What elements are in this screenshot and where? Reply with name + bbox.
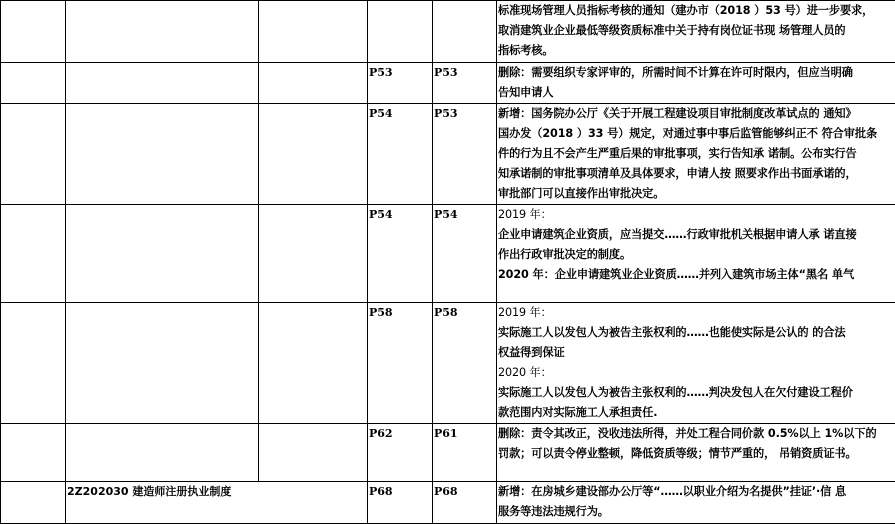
- old-page-cell: [368, 303, 433, 424]
- blank-cell: [1, 63, 66, 104]
- text-line: 2020 年：: [498, 363, 895, 383]
- old-page-cell: [368, 63, 433, 104]
- blank-cell: [1, 424, 66, 482]
- blank-cell: [1, 205, 66, 303]
- blank-cell: [1, 482, 66, 524]
- new-page-number: P54: [433, 205, 496, 225]
- old-page-cell: [368, 1, 433, 63]
- table-row: [1, 63, 895, 104]
- section-cell: [66, 424, 259, 482]
- change-text-cell: [497, 482, 895, 524]
- table-row: [1, 303, 895, 424]
- new-page-number: P53: [433, 63, 496, 83]
- change-text-cell: [497, 205, 895, 303]
- blank-cell: [259, 205, 368, 303]
- text-line: 实际施工人以发包人为被告主张权利的……判决发包人在欠付建设工程价: [498, 383, 895, 403]
- text-line: 取消建筑业企业最低等级资质标准中关于持有岗位证书现 场管理人员的: [498, 21, 895, 41]
- old-page-cell: [368, 424, 433, 482]
- section-cell: [66, 303, 259, 424]
- old-page-number: P53: [368, 63, 432, 83]
- blank-cell: [1, 1, 66, 63]
- change-text-cell: [497, 63, 895, 104]
- text-line: 件的行为且不会产生严重后果的审批事项，实行告知承 诺制。公布实行告: [498, 144, 895, 164]
- text-line: 删除：责令其改正，没收违法所得，并处工程合同价款 0.5%以上 1%以下的: [498, 424, 895, 444]
- section-title: 2Z202030 建造师注册执业制度: [66, 482, 367, 502]
- text-line: 标准现场管理人员指标考核的通知（建办市（2018 ）53 号）进一步要求，: [498, 1, 895, 21]
- text-line: 实际施工人以发包人为被告主张权利的……也能使实际是公认的 的合法: [498, 323, 895, 343]
- blank-cell: [259, 303, 368, 424]
- text-line: 作出行政审批决定的制度。: [498, 245, 895, 265]
- text-line: 新增：在房城乡建设部办公厅等“……以职业介绍为名提供”挂证’·信 息: [498, 482, 895, 502]
- text-line: 审批部门可以直接作出审批决定。: [498, 184, 895, 204]
- blank-cell: [259, 63, 368, 104]
- new-page-cell: [433, 303, 497, 424]
- blank-cell: [259, 104, 368, 205]
- table-row: [1, 482, 895, 524]
- text-line: 款范围内对实际施工人承担责任.: [498, 403, 895, 423]
- new-page-cell: [433, 205, 497, 303]
- section-cell: [66, 63, 259, 104]
- text-line: 国办发（2018 ）33 号）规定，对通过事中事后监管能够纠正不 符合审批条: [498, 124, 895, 144]
- change-text-cell: [497, 424, 895, 482]
- text-line: 权益得到保证: [498, 343, 895, 363]
- old-page-number: P62: [368, 424, 432, 444]
- section-cell: [66, 104, 259, 205]
- text-line: 指标考核。: [498, 41, 895, 61]
- text-line: 企业申请建筑企业资质，应当提交……行政审批机关根据申请人承 诺直接: [498, 225, 895, 245]
- text-line: 知承诺制的审批事项清单及具体要求，申请人按 照要求作出书面承诺的，: [498, 164, 895, 184]
- new-page-cell: [433, 1, 497, 63]
- new-page-number: P53: [433, 104, 496, 124]
- old-page-cell: [368, 482, 433, 524]
- change-text-cell: [497, 104, 895, 205]
- section-cell: [66, 205, 259, 303]
- old-page-cell: [368, 104, 433, 205]
- blank-cell: [1, 104, 66, 205]
- blank-cell: [1, 303, 66, 424]
- old-page-number: P54: [368, 205, 432, 225]
- blank-cell: [259, 424, 368, 482]
- text-line: 告知申请人: [498, 83, 895, 103]
- text-line: 新增：国务院办公厅《关于开展工程建设项目审批制度改革试点的 通知》: [498, 104, 895, 124]
- section-cell: [66, 1, 259, 63]
- old-page-cell: [368, 205, 433, 303]
- table-row: [1, 424, 895, 482]
- new-page-cell: [433, 424, 497, 482]
- section-cell: [66, 482, 368, 524]
- new-page-number: P61: [433, 424, 496, 444]
- text-line: 2019 年：: [498, 303, 895, 323]
- new-page-number: P58: [433, 303, 496, 323]
- old-page-number: P58: [368, 303, 432, 323]
- new-page-cell: [433, 104, 497, 205]
- new-page-cell: [433, 63, 497, 104]
- text-line: 删除：需要组织专家评审的，所需时间不计算在许可时限内，但应当明确: [498, 63, 895, 83]
- change-text-cell: [497, 1, 895, 63]
- change-text-cell: [497, 303, 895, 424]
- old-page-number: P68: [368, 482, 432, 502]
- text-line: 服务等违法违规行为。: [498, 502, 895, 522]
- table-row: [1, 1, 895, 63]
- text-line: 2019 年：: [498, 205, 895, 225]
- table-row: [1, 104, 895, 205]
- old-page-number: P54: [368, 104, 432, 124]
- text-line: 罚款；可以责令停业整顿，降低资质等级；情节严重的， 吊销资质证书。: [498, 444, 895, 464]
- text-line: 2020 年：企业申请建筑业企业资质……并列入建筑市场主体“黑名 单气: [498, 265, 895, 285]
- blank-cell: [259, 1, 368, 63]
- new-page-cell: [433, 482, 497, 524]
- table-row: [1, 205, 895, 303]
- new-page-number: P68: [433, 482, 496, 502]
